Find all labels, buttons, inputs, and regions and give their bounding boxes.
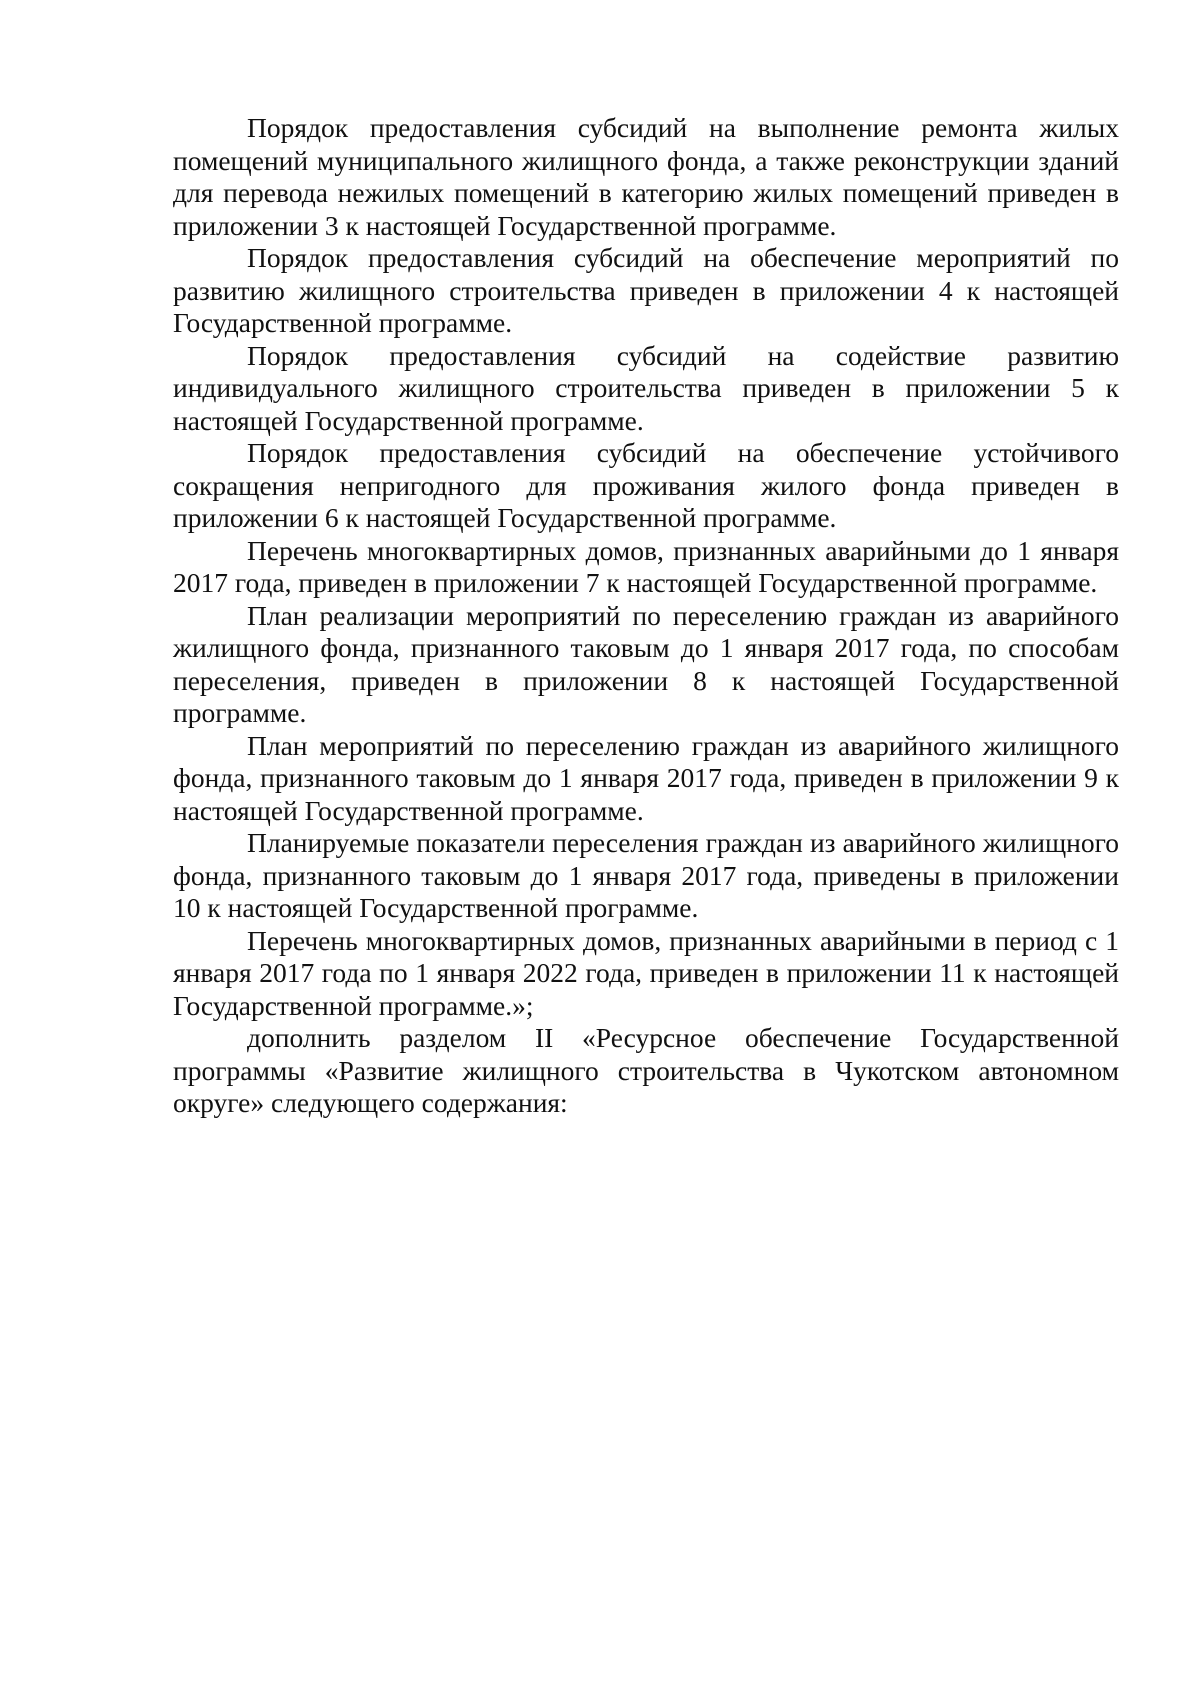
paragraph-appendix-8: План реализации мероприятий по переселению граждан из аварийного жилищного фонда, признанного таковым до 1 января 2017 года, по способам переселения, приведен в приложении 8 к настоящей Государственной программе. [173,599,1119,728]
paragraph-appendix-10: Планируемые показатели переселения граждан из аварийного жилищного фонда, признанного таковым до 1 января 2017 года, приведены в приложении 10 к настоящей Государственной программе. [173,827,1119,923]
paragraph-appendix-7: Перечень многоквартирных домов, признанных аварийными до 1 января 2017 года, приведен в приложении 7 к настоящей Государственной программе. [173,534,1119,598]
paragraph-appendix-6: Порядок предоставления субсидий на обеспечение устойчивого сокращения непригодного для проживания жилого фонда приведен в приложении 6 к настоящей Государственной программе. [173,437,1119,533]
paragraph-appendix-5: Порядок предоставления субсидий на содействие развитию индивидуального жилищного строительства приведен в приложении 5 к настоящей Государственной программе. [173,339,1119,436]
paragraph-appendix-11: Перечень многоквартирных домов, признанных аварийными в период с 1 января 2017 года по 1 января 2022 года, приведен в приложении 11 к настоящей Государственной программе.»; [173,924,1119,1021]
paragraph-appendix-3: Порядок предоставления субсидий на выполнение ремонта жилых помещений муниципального жилищного фонда, а также реконструкции зданий для перевода нежилых помещений в категорию жилых помещений приведен в приложении 3 к настоящей Государственной программе. [173,112,1119,241]
paragraph-appendix-9: План мероприятий по переселению граждан из аварийного жилищного фонда, признанного таковым до 1 января 2017 года, приведен в приложении 9 к настоящей Государственной программе. [173,729,1119,826]
paragraph-appendix-4: Порядок предоставления субсидий на обеспечение мероприятий по развитию жилищного строительства приведен в приложении 4 к настоящей Государственной программе. [173,242,1119,338]
paragraph-section-ii: дополнить разделом II «Ресурсное обеспечение Государственной программы «Развитие жилищного строительства в Чукотском автономном округе» следующего содержания: [173,1022,1119,1118]
document-body [173,112,1119,1120]
